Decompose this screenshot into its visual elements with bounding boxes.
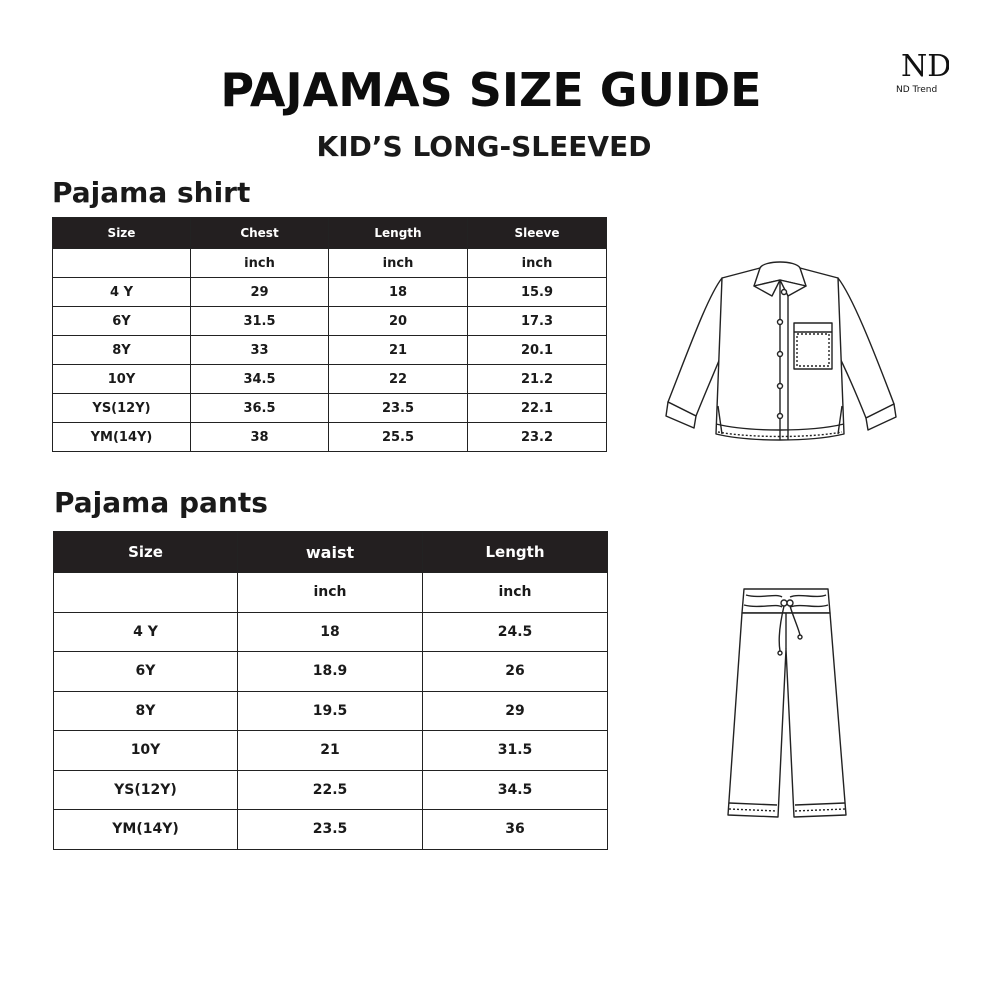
length-cell: 20 [329, 307, 468, 336]
column-header: Length [329, 218, 468, 249]
table-row [54, 612, 608, 652]
column-header: Chest [191, 218, 329, 249]
shirt-section-title: Pajama shirt [52, 176, 251, 209]
length-cell: 25.5 [329, 423, 468, 452]
table-header-row [54, 532, 608, 573]
size-cell: YS(12Y) [53, 394, 191, 423]
sleeve-cell: 23.2 [468, 423, 607, 452]
size-cell: 6Y [53, 307, 191, 336]
table-row [53, 423, 607, 452]
unit-cell: inch [329, 249, 468, 278]
shirt-illustration [660, 256, 900, 456]
table-header-row [53, 218, 607, 249]
length-cell: 36 [423, 810, 608, 850]
table-row [54, 731, 608, 771]
length-cell: 34.5 [423, 770, 608, 810]
size-cell: 10Y [54, 731, 238, 771]
sleeve-cell: 20.1 [468, 336, 607, 365]
table-row [53, 278, 607, 307]
chest-cell: 33 [191, 336, 329, 365]
size-cell: 4 Y [54, 612, 238, 652]
sleeve-cell: 15.9 [468, 278, 607, 307]
length-cell: 21 [329, 336, 468, 365]
sleeve-cell: 22.1 [468, 394, 607, 423]
chest-cell: 36.5 [191, 394, 329, 423]
table-row [54, 810, 608, 850]
table-row [54, 652, 608, 692]
size-cell: 8Y [54, 691, 238, 731]
length-cell: 26 [423, 652, 608, 692]
shirt-size-table [52, 217, 607, 452]
size-cell: 6Y [54, 652, 238, 692]
length-cell: 31.5 [423, 731, 608, 771]
column-header: Sleeve [468, 218, 607, 249]
waist-cell: 18.9 [238, 652, 423, 692]
length-cell: 22 [329, 365, 468, 394]
length-cell: 18 [329, 278, 468, 307]
length-cell: 23.5 [329, 394, 468, 423]
column-header: waist [238, 532, 423, 573]
length-cell: 29 [423, 691, 608, 731]
chest-cell: 38 [191, 423, 329, 452]
waist-cell: 18 [238, 612, 423, 652]
column-header: Length [423, 532, 608, 573]
column-header: Size [54, 532, 238, 573]
units-row [53, 249, 607, 278]
pants-illustration [720, 583, 855, 838]
brand-mark: ND [901, 49, 949, 84]
table-row [53, 394, 607, 423]
table-row [53, 365, 607, 394]
table-row [54, 770, 608, 810]
unit-cell: inch [423, 573, 608, 613]
sleeve-cell: 17.3 [468, 307, 607, 336]
waist-cell: 23.5 [238, 810, 423, 850]
size-cell: YM(14Y) [54, 810, 238, 850]
units-row [54, 573, 608, 613]
size-cell: 10Y [53, 365, 191, 394]
chest-cell: 31.5 [191, 307, 329, 336]
unit-cell [53, 249, 191, 278]
size-cell: 8Y [53, 336, 191, 365]
sleeve-cell: 21.2 [468, 365, 607, 394]
size-cell: YS(12Y) [54, 770, 238, 810]
page-title: PAJAMAS SIZE GUIDE [220, 63, 762, 117]
chest-cell: 34.5 [191, 365, 329, 394]
waist-cell: 21 [238, 731, 423, 771]
brand-name: ND Trend [896, 85, 938, 95]
unit-cell: inch [468, 249, 607, 278]
table-row [53, 307, 607, 336]
table-row [53, 336, 607, 365]
chest-cell: 29 [191, 278, 329, 307]
long-sleeve-shirt-icon [660, 256, 900, 456]
brand-logo [893, 46, 949, 102]
unit-cell: inch [238, 573, 423, 613]
size-cell: YM(14Y) [53, 423, 191, 452]
size-cell: 4 Y [53, 278, 191, 307]
unit-cell: inch [191, 249, 329, 278]
waist-cell: 19.5 [238, 691, 423, 731]
length-cell: 24.5 [423, 612, 608, 652]
table-row [54, 691, 608, 731]
brand-logo-icon [893, 46, 949, 102]
page-subtitle: KID’S LONG-SLEEVED [316, 130, 652, 163]
waist-cell: 22.5 [238, 770, 423, 810]
column-header: Size [53, 218, 191, 249]
pants-section-title: Pajama pants [54, 486, 268, 519]
unit-cell [54, 573, 238, 613]
pants-size-table [53, 531, 608, 850]
pajama-pants-icon [720, 583, 855, 838]
